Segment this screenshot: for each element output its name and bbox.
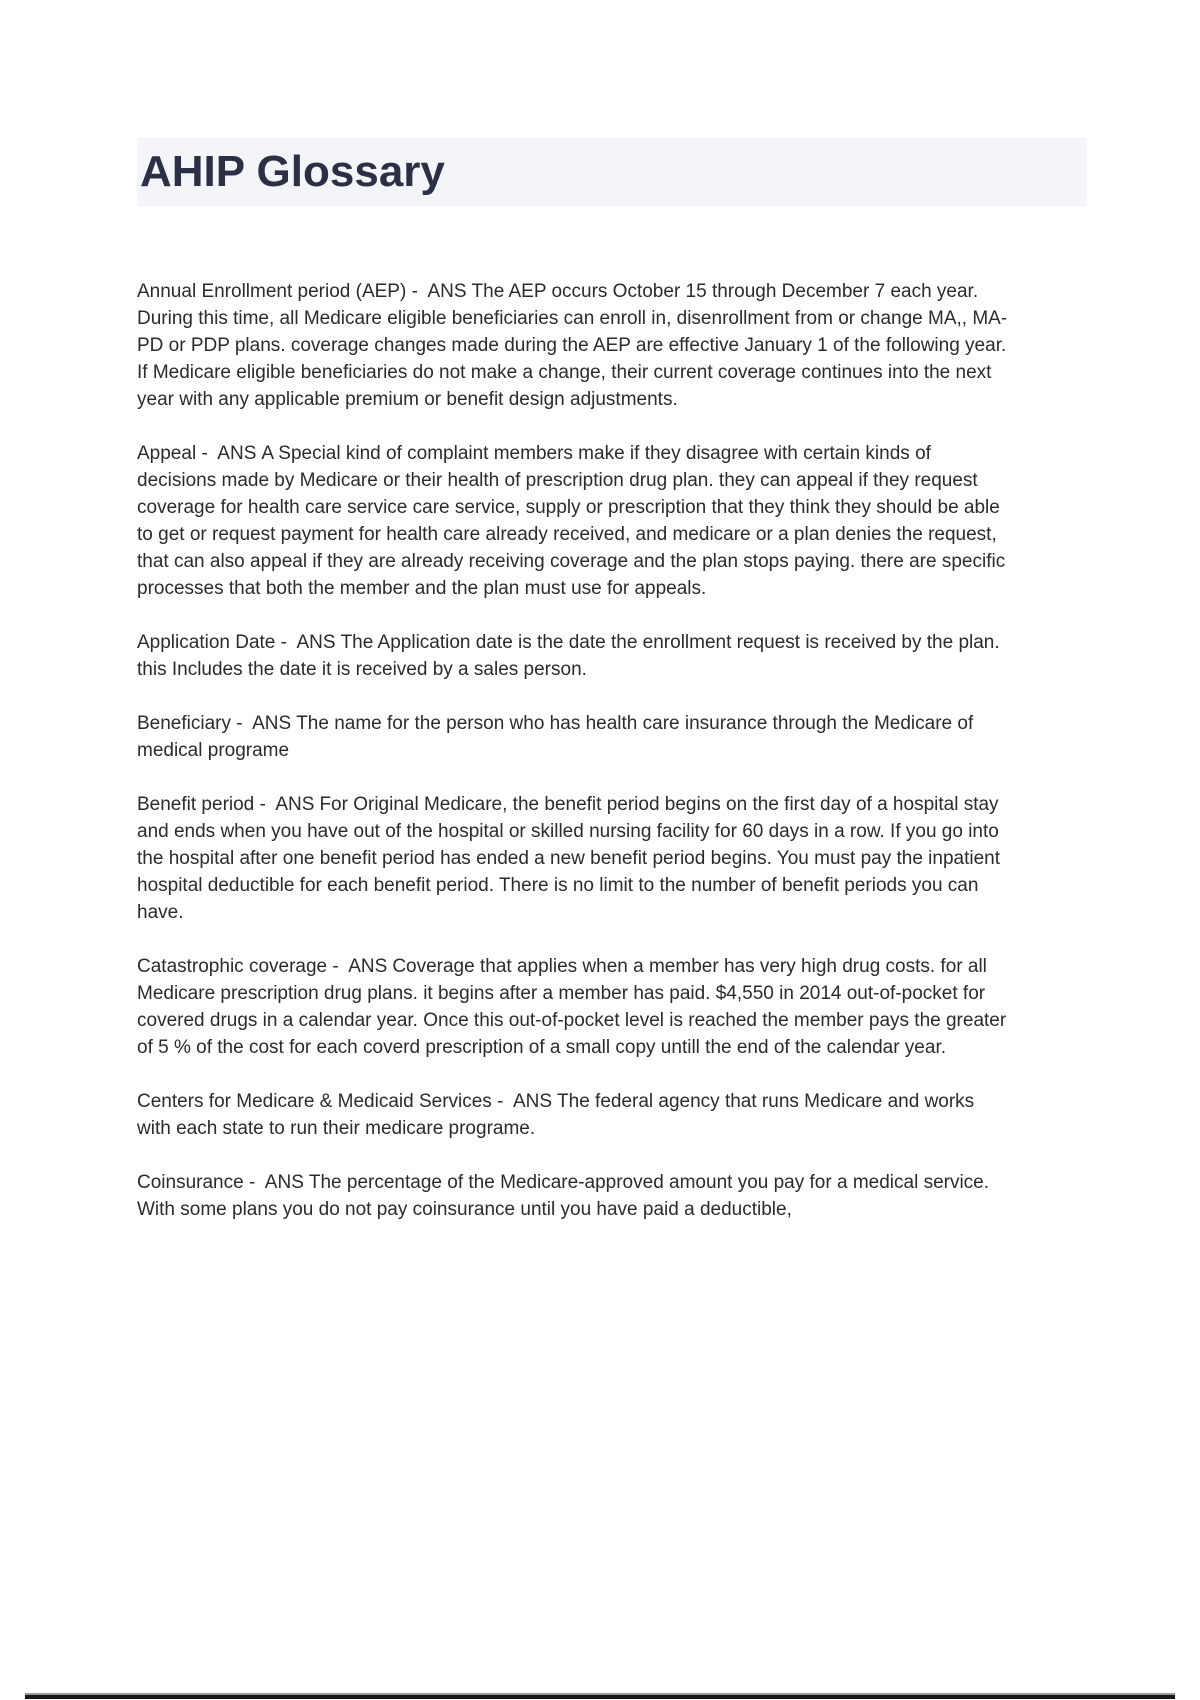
term-separator: - — [406, 281, 428, 302]
glossary-entry-cms — [137, 1088, 1009, 1142]
term-separator: - — [254, 794, 276, 815]
term-text: Beneficiary — [137, 713, 231, 734]
definition-text: A Special kind of complaint members make if they disagree with certain kinds of decisions made by Medicare or their health of prescription drug plan. they can appeal if they request coverage for health care service care service, supply or prescription that they think they should be able to get or request payment for health care already received, and medicare or a plan denies the request, that can also appeal if they are already receiving coverage and the plan stops paying. there are specific processes that both the member and the plan must use for appeals. — [137, 443, 1006, 599]
term-separator: - — [231, 713, 253, 734]
ans-label: ANS — [512, 1091, 553, 1112]
term-text: Application Date — [137, 632, 276, 653]
definition-text: The AEP occurs October 15 through December 7 each year. During this time, all Medicare eligible beneficiaries can enroll in, disenrollment from or change MA,, MA-PD or PDP plans. coverage changes made during the AEP are effective January 1 of the following year. If Medicare eligible beneficiaries do not make a change, their current coverage continues into the next year with any applicable premium or benefit design adjustments. — [137, 281, 1008, 410]
ans-label: ANS — [348, 956, 388, 977]
definition-text: Coverage that applies when a member has very high drug costs. for all Medicare prescription drug plans. it begins after a member has paid. $4,550 in 2014 out-of-pocket for covered drugs in a calendar year. Once this out-of-pocket level is reached the member pays the greater of 5 % of the cost for each coverd prescription of a small copy untill the end of the calendar year. — [137, 956, 1007, 1058]
ans-label: ANS — [427, 281, 467, 302]
page-title: AHIP Glossary — [140, 147, 445, 196]
term-text: Coinsurance — [137, 1172, 244, 1193]
glossary-entry-coinsurance — [137, 1169, 1009, 1223]
ans-label: ANS — [217, 443, 257, 464]
definition-text: The Application date is the date the enrollment request is received by the plan. this Includes the date it is received by a sales person. — [137, 632, 1000, 680]
ans-label: ANS — [264, 1172, 304, 1193]
glossary-entry-application-date — [137, 629, 1009, 683]
glossary-entry-benefit-period — [137, 791, 1009, 926]
definition-text: For Original Medicare, the benefit period begins on the first day of a hospital stay and ends when you have out of the hospital or skilled nursing facility for 60 days in a row. If you go into the hospital after one benefit period has ended a new benefit period begins. You must pay the inpatient hospital deductible for each benefit period. There is no limit to the number of benefit periods you can have. — [137, 794, 1001, 923]
definition-text: The federal agency that runs Medicare and works with each state to run their medicare programe. — [137, 1091, 975, 1139]
term-text: Centers for Medicare & Medicaid Services — [137, 1091, 492, 1112]
ans-label: ANS — [296, 632, 336, 653]
term-separator: - — [327, 956, 349, 977]
page-bottom-divider — [25, 1693, 1175, 1699]
glossary-content — [137, 278, 1009, 1250]
term-separator: - — [491, 1091, 513, 1112]
glossary-entry-beneficiary — [137, 710, 1009, 764]
glossary-entry-catastrophic-coverage — [137, 953, 1009, 1061]
glossary-entry-appeal — [137, 440, 1009, 602]
term-text: Annual Enrollment period (AEP) — [137, 281, 407, 302]
ans-label: ANS — [252, 713, 292, 734]
definition-text: The name for the person who has health care insurance through the Medicare of medical programe — [137, 713, 974, 761]
term-text: Catastrophic coverage — [137, 956, 328, 977]
term-text: Appeal — [137, 443, 197, 464]
glossary-entry-annual-enrollment-period — [137, 278, 1009, 413]
ans-label: ANS — [275, 794, 315, 815]
title-banner — [137, 138, 1087, 206]
definition-text: The percentage of the Medicare-approved amount you pay for a medical service. With some plans you do not pay coinsurance until you have paid a deductible, — [137, 1172, 990, 1220]
term-separator: - — [243, 1172, 265, 1193]
term-text: Benefit period — [137, 794, 255, 815]
term-separator: - — [275, 632, 297, 653]
term-separator: - — [196, 443, 218, 464]
